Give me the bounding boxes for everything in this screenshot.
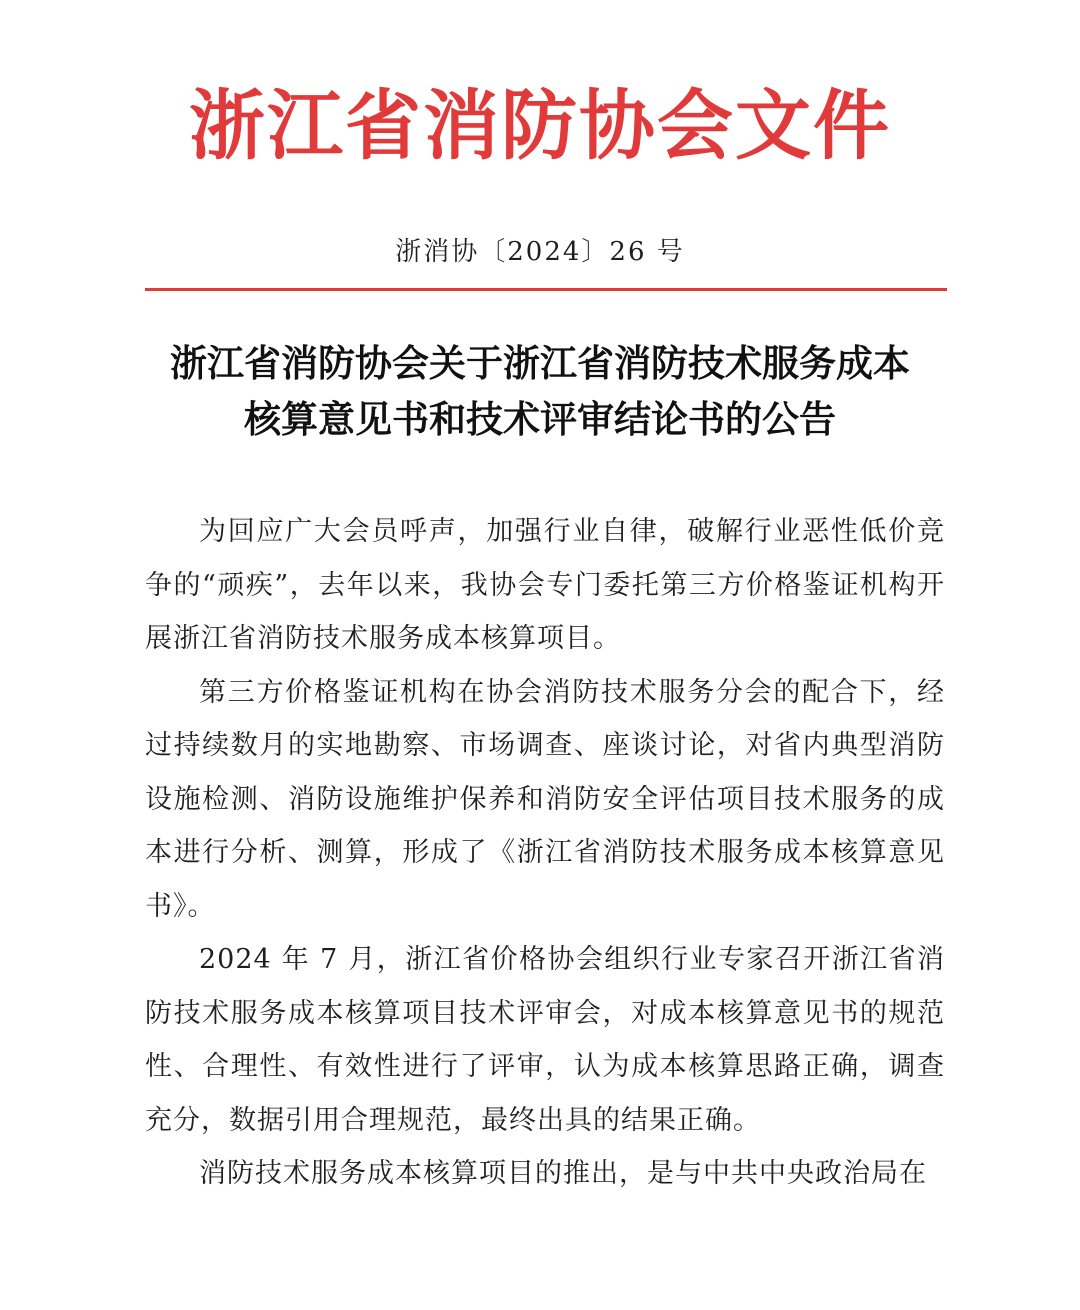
- document-header-title: 浙江省消防协会文件: [189, 81, 891, 170]
- body-paragraph-2: 第三方价格鉴证机构在协会消防技术服务分会的配合下，经过持续数月的实地勘察、市场调查、座谈讨论，对省内典型消防设施检测、消防设施维护保养和消防安全评估项目技术服务的成本进行分析、测算，形成了《浙江省消防技术服务成本核算意见书》。: [145, 676, 945, 922]
- body-paragraph-1: 为回应广大会员呼声，加强行业自律，破解行业恶性低价竞争的“顽疾”，去年以来，我协会专门委托第三方价格鉴证机构开展浙江省消防技术服务成本核算项目。: [145, 516, 945, 654]
- document-body: [145, 505, 945, 1201]
- announcement-title-line-2: 核算意见书和技术评审结论书的公告: [244, 397, 836, 441]
- document-number: 浙消协〔2024〕26 号: [395, 237, 685, 267]
- body-paragraph-3: 2024 年 7 月，浙江省价格协会组织行业专家召开浙江省消防技术服务成本核算项目技术评审会，对成本核算意见书的规范性、合理性、有效性进行了评审，认为成本核算思路正确，调查充分，数据引用合理规范，最终出具的结果正确。: [145, 944, 945, 1136]
- header-divider-line: [145, 288, 947, 291]
- body-paragraph-4: 消防技术服务成本核算项目的推出，是与中共中央政治局在: [199, 1158, 927, 1189]
- announcement-title-line-1: 浙江省消防协会关于浙江省消防技术服务成本: [170, 341, 910, 385]
- announcement-title: [100, 335, 980, 447]
